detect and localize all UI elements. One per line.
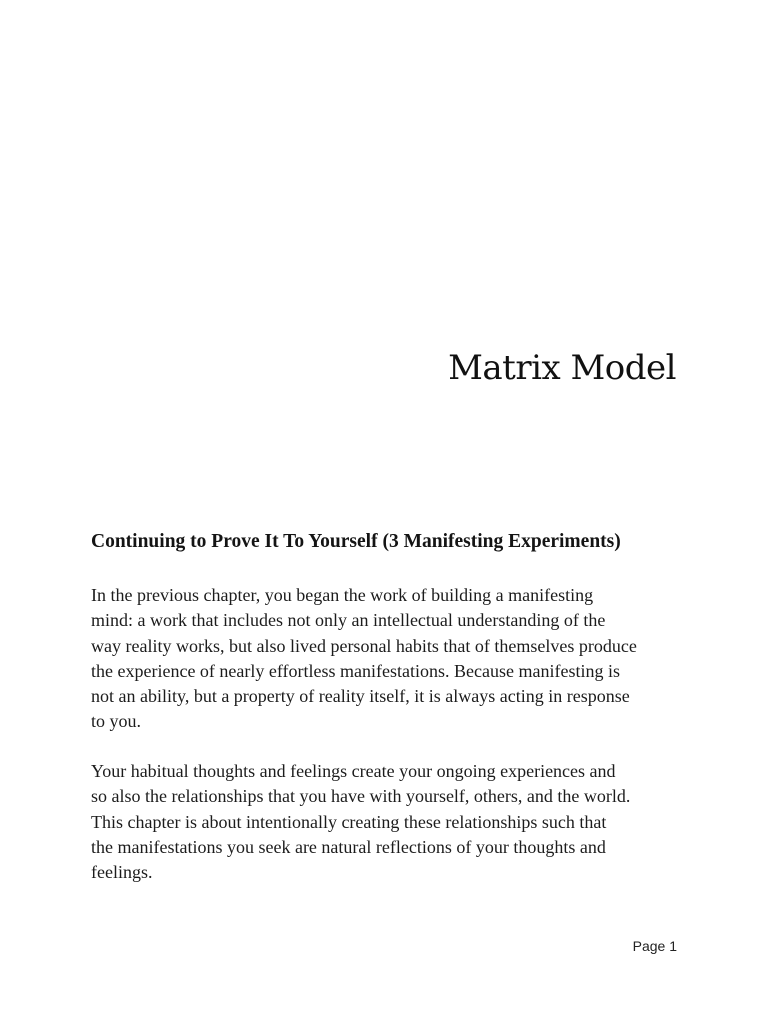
paragraph-line: Your habitual thoughts and feelings create your ongoing experiences and xyxy=(91,761,616,781)
paragraph-line: In the previous chapter, you began the work of building a manifesting xyxy=(91,585,594,605)
paragraph-1 xyxy=(91,583,691,735)
section-heading: Continuing to Prove It To Yourself (3 Manifesting Experiments) xyxy=(91,531,621,552)
paragraph-line: mind: a work that includes not only an intellectual understanding of the xyxy=(91,610,606,631)
paragraph-line: way reality works, but also lived personal habits that of themselves produce xyxy=(91,635,637,656)
page-number: Page 1 xyxy=(632,938,677,954)
paragraph-line: the experience of nearly effortless manifestations. Because manifesting is xyxy=(91,660,620,681)
chapter-title: Matrix Model xyxy=(448,348,676,388)
paragraph-line: the manifestations you seek are natural reflections of your thoughts and xyxy=(91,836,606,857)
paragraph-line: so also the relationships that you have with yourself, others, and the world. xyxy=(91,786,631,807)
paragraph-line: not an ability, but a property of reality itself, it is always acting in response xyxy=(91,686,630,707)
paragraph-line: to you. xyxy=(91,711,142,732)
paragraph-line: feelings. xyxy=(91,862,153,883)
paragraph-2 xyxy=(91,759,691,885)
paragraph-line: This chapter is about intentionally creating these relationships such that xyxy=(91,811,607,832)
